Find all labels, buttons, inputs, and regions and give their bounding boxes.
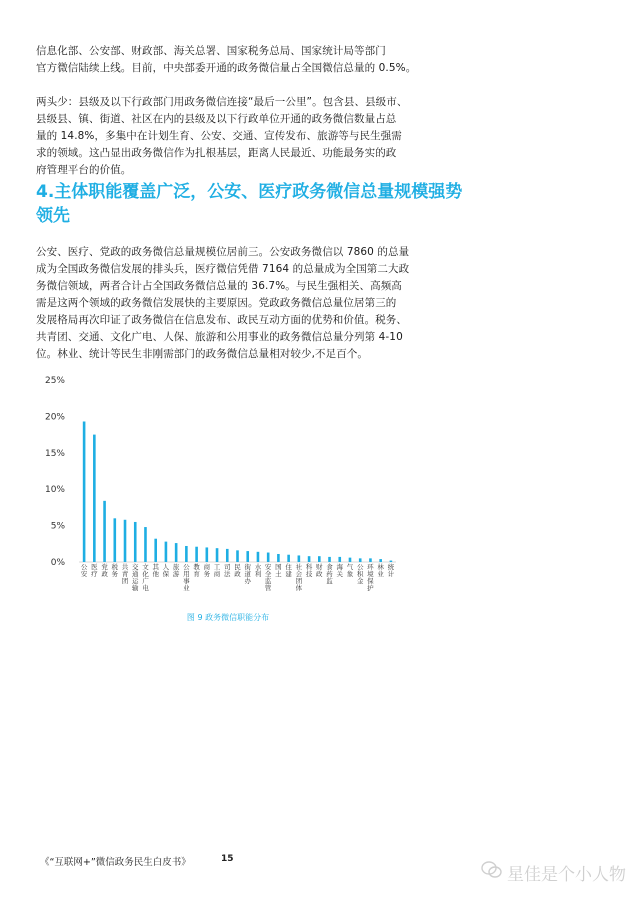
bar-30 xyxy=(390,561,393,562)
paragraph-line: 县级县、镇、街道、社区在内的县级及以下行政单位开通的政务微信数量占总 xyxy=(36,113,397,125)
bar-27 xyxy=(359,558,362,562)
y-axis xyxy=(45,376,396,568)
bar-2 xyxy=(103,501,106,562)
bar-29 xyxy=(379,559,382,562)
paragraph-line: 量的 14.8%，多集中在计划生育、公安、交通、宣传发布、旅游等与民生强需 xyxy=(36,130,402,142)
bar-0 xyxy=(83,421,86,562)
x-tick-label: 环境保护 xyxy=(367,563,374,592)
x-tick-label: 公用事业 xyxy=(183,563,190,592)
paragraph-line: 位。林业、统计等民生非刚需部门的政务微信总量相对较少,不足百个。 xyxy=(36,348,369,360)
bar-26 xyxy=(349,558,352,562)
figure-caption: 图 9 政务微信职能分布 xyxy=(186,613,270,622)
paragraph-line: 信息化部、公安部、财政部、海关总署、国家税务总局、国家统计局等部门 xyxy=(36,45,386,57)
page-number: 15 xyxy=(221,854,234,864)
x-tick-label: 国土 xyxy=(275,563,282,578)
bar-15 xyxy=(236,550,239,562)
bar-4 xyxy=(124,520,127,562)
x-tick-label: 商务 xyxy=(203,563,211,578)
x-tick-label: 水利 xyxy=(254,563,262,578)
x-tick-label: 民政 xyxy=(234,563,241,578)
bar-8 xyxy=(165,542,168,562)
bar-20 xyxy=(287,555,290,562)
bar-18 xyxy=(267,553,270,562)
paragraph-line: 两头少：县级及以下行政部门用政务微信连接“最后一公里”。包含县、县级市、 xyxy=(36,96,408,108)
watermark-text: 星佳是个小人物 xyxy=(507,865,626,885)
bar-25 xyxy=(338,557,341,562)
x-tick-label: 科技 xyxy=(305,563,313,578)
paragraph-line: 官方微信陆续上线。目前，中央部委开通的政务微信量占全国微信总量的 0.5%。 xyxy=(36,62,417,74)
x-tick-label: 公安 xyxy=(80,563,88,578)
paragraph-2 xyxy=(36,94,612,179)
wechat-icon xyxy=(481,861,503,884)
bar-14 xyxy=(226,549,229,562)
x-tick-label: 司法 xyxy=(224,563,231,578)
bar-1 xyxy=(93,435,96,562)
x-tick-label: 工商 xyxy=(213,563,221,578)
x-tick-label: 安全监管 xyxy=(264,563,272,592)
x-tick-label: 财政 xyxy=(316,563,323,578)
y-tick-label: 5% xyxy=(50,521,65,532)
x-tick-label: 党政 xyxy=(101,563,108,578)
x-tick-label: 气象 xyxy=(346,563,354,578)
bar-12 xyxy=(206,547,209,562)
x-tick-label: 公积金 xyxy=(356,563,364,585)
x-tick-label: 交通运输 xyxy=(131,563,139,592)
watermark xyxy=(481,860,626,885)
heading-line: 4.主体职能覆盖广泛，公安、医疗政务微信总量规模强势 xyxy=(36,182,463,202)
bar-13 xyxy=(216,548,219,562)
paragraph-line: 需是这两个领域的政务微信发展快的主要原因。党政政务微信总量位居第三的 xyxy=(36,297,397,309)
x-tick-label: 共青团 xyxy=(121,563,129,585)
section-heading xyxy=(36,180,612,228)
x-tick-label: 林业 xyxy=(377,563,384,578)
bar-7 xyxy=(154,539,157,562)
x-tick-label: 统计 xyxy=(387,563,395,578)
bar-16 xyxy=(246,551,249,562)
x-tick-label: 食药监 xyxy=(326,563,333,585)
bar-10 xyxy=(185,546,188,562)
paragraph-3 xyxy=(36,244,612,363)
paragraph-line: 府管理平台的价值。 xyxy=(36,164,132,176)
paragraph-line: 务微信领域，两者合计占全国政务微信总量的 36.7%。与民生强相关、高频高 xyxy=(36,280,402,292)
x-tick-label: 医疗 xyxy=(91,563,98,578)
bar-24 xyxy=(328,557,331,562)
paragraph-line: 发展格局再次印证了政务微信在信息发布、政民互动方面的优势和价值。税务、 xyxy=(36,314,407,326)
paragraph-line: 公安、医疗、党政的政务微信总量规模位居前三。公安政务微信以 7860 的总量 xyxy=(36,246,410,258)
bar-22 xyxy=(308,556,311,562)
x-tick-label: 文化广电 xyxy=(142,563,149,592)
paragraph-line: 共青团、交通、文化广电、人保、旅游和公用事业的政务微信总量分列第 4-10 xyxy=(36,331,403,343)
function-distribution-chart xyxy=(36,372,456,608)
x-axis-labels xyxy=(81,562,395,592)
y-tick-label: 0% xyxy=(50,558,65,568)
y-tick-label: 15% xyxy=(44,448,65,459)
bar-6 xyxy=(144,527,147,562)
x-tick-label: 旅游 xyxy=(172,563,180,578)
y-tick-label: 20% xyxy=(44,412,65,423)
x-tick-label: 人保 xyxy=(162,563,170,578)
paragraph-line: 求的领域。这凸显出政务微信作为扎根基层，距离人民最近、功能最务实的政 xyxy=(36,147,397,159)
x-tick-label: 街道办 xyxy=(244,563,251,585)
bar-9 xyxy=(175,543,178,562)
x-tick-label: 税务 xyxy=(111,563,119,578)
bar-23 xyxy=(318,556,321,562)
paragraph-1 xyxy=(36,43,612,77)
y-tick-label: 10% xyxy=(44,485,65,496)
x-tick-label: 海关 xyxy=(336,563,344,578)
footer-title: 《“互联网+”微信政务民生白皮书》 xyxy=(40,857,191,868)
paragraph-line: 成为全国政务微信发展的排头兵，医疗微信凭借 7164 的总量成为全国第二大政 xyxy=(36,263,410,275)
y-tick-label: 25% xyxy=(44,376,65,386)
x-tick-label: 社会团体 xyxy=(295,563,303,592)
x-tick-label: 住建 xyxy=(285,563,292,578)
bar-5 xyxy=(134,522,137,562)
bar-3 xyxy=(113,518,116,562)
bar-19 xyxy=(277,554,280,562)
bar-21 xyxy=(298,555,301,562)
bars xyxy=(83,421,392,562)
bar-17 xyxy=(257,552,260,562)
bar-11 xyxy=(195,547,198,562)
bar-28 xyxy=(369,558,372,562)
x-tick-label: 其他 xyxy=(152,563,159,578)
x-tick-label: 教育 xyxy=(193,563,200,578)
heading-line: 领先 xyxy=(36,206,70,226)
